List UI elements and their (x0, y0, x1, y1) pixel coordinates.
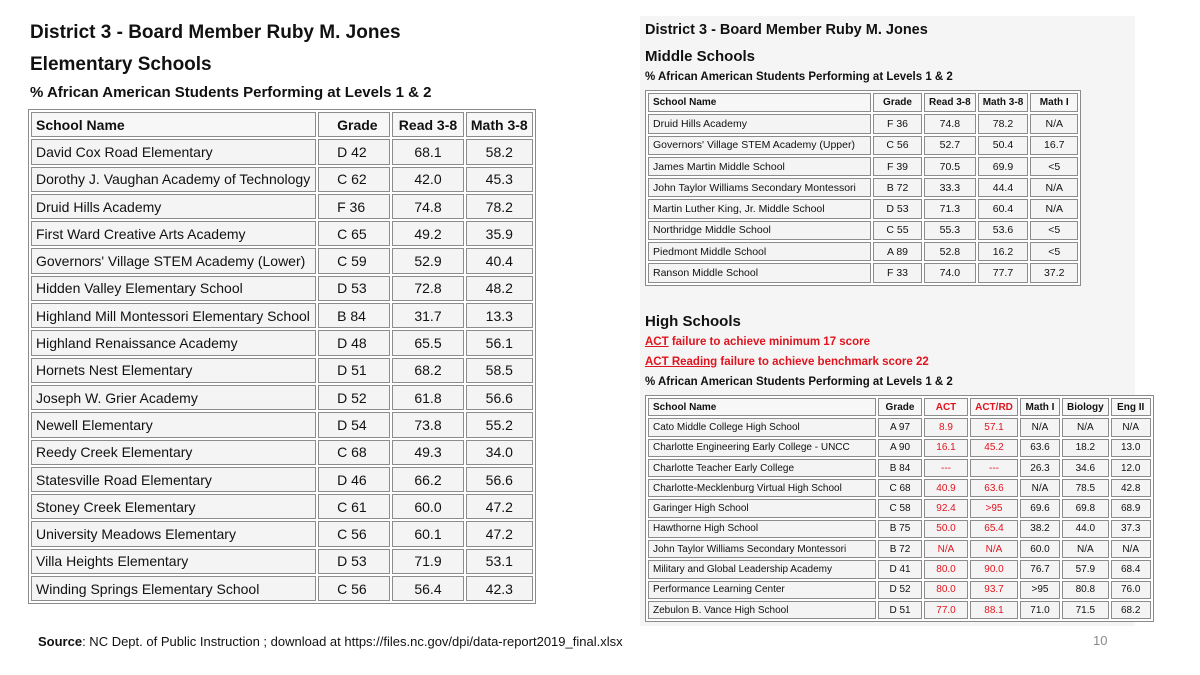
elementary-schools-table (28, 109, 536, 604)
table-cell: N/A (1111, 540, 1151, 558)
table-cell: Charlotte Engineering Early College - UNCC (648, 439, 876, 457)
middle-high-district-title: District 3 - Board Member Ruby M. Jones (645, 22, 928, 38)
table-cell: 60.1 (392, 521, 463, 546)
table-cell: 58.2 (466, 139, 533, 164)
table-cell: 13.0 (1111, 439, 1151, 457)
middle-schools-heading: Middle Schools (645, 48, 756, 65)
table-cell: C 56 (318, 576, 390, 601)
table-cell: 52.9 (392, 248, 463, 273)
table-cell: C 58 (878, 499, 922, 517)
table-cell: Ranson Middle School (648, 263, 871, 282)
table-cell: Northridge Middle School (648, 221, 871, 240)
elementary-district-title: District 3 - Board Member Ruby M. Jones (30, 22, 401, 43)
table-row (31, 440, 533, 465)
column-header: Math 3-8 (466, 112, 533, 137)
table-cell: Statesville Road Elementary (31, 467, 316, 492)
table-row (31, 167, 533, 192)
table-cell: Highland Mill Montessori Elementary School (31, 303, 316, 328)
table-cell: 58.5 (466, 358, 533, 383)
table-cell: >95 (1020, 581, 1060, 599)
table-cell: 53.1 (466, 549, 533, 574)
table-cell: 42.8 (1111, 479, 1151, 497)
table-cell: Governors' Village STEM Academy (Lower) (31, 248, 316, 273)
table-cell: N/A (1111, 418, 1151, 436)
table-cell: F 33 (873, 263, 922, 282)
table-cell: 63.6 (1020, 439, 1060, 457)
column-header: School Name (31, 112, 316, 137)
table-cell: C 56 (318, 521, 390, 546)
high-caption: % African American Students Performing at Levels 1 & 2 (645, 376, 953, 388)
table-header-row (648, 398, 1151, 416)
act-note-text: failure to achieve minimum 17 score (668, 336, 870, 348)
table-cell: Hornets Nest Elementary (31, 358, 316, 383)
table-cell: 37.3 (1111, 520, 1151, 538)
table-cell: C 61 (318, 494, 390, 519)
table-cell: 16.1 (924, 439, 968, 457)
table-cell: --- (970, 459, 1018, 477)
table-cell: 73.8 (392, 412, 463, 437)
table-cell: 12.0 (1111, 459, 1151, 477)
table-cell: D 53 (318, 276, 390, 301)
table-row (648, 178, 1078, 197)
table-cell: 65.4 (970, 520, 1018, 538)
column-header: Grade (873, 93, 922, 112)
table-cell: 16.7 (1030, 136, 1078, 155)
table-cell: Druid Hills Academy (648, 114, 871, 133)
table-cell: Cato Middle College High School (648, 418, 876, 436)
table-cell: 53.6 (978, 221, 1029, 240)
table-cell: 45.3 (466, 167, 533, 192)
table-row (31, 385, 533, 410)
table-cell: C 62 (318, 167, 390, 192)
table-cell: 60.0 (392, 494, 463, 519)
table-cell: 45.2 (970, 439, 1018, 457)
column-header: School Name (648, 398, 876, 416)
table-cell: Piedmont Middle School (648, 242, 871, 261)
table-cell: D 42 (318, 139, 390, 164)
elementary-schools-heading: Elementary Schools (30, 54, 212, 75)
column-header: Math I (1020, 398, 1060, 416)
table-cell: Highland Renaissance Academy (31, 330, 316, 355)
table-cell: 50.0 (924, 520, 968, 538)
table-cell: C 68 (878, 479, 922, 497)
table-row (31, 358, 533, 383)
table-cell: 35.9 (466, 221, 533, 246)
table-cell: <5 (1030, 221, 1078, 240)
page-number: 10 (1093, 633, 1108, 648)
table-cell: C 56 (873, 136, 922, 155)
table-row (648, 479, 1151, 497)
table-row (31, 576, 533, 601)
column-header: ACT (924, 398, 968, 416)
table-cell: 66.2 (392, 467, 463, 492)
table-cell: 52.8 (924, 242, 976, 261)
table-cell: A 97 (878, 418, 922, 436)
table-row (648, 199, 1078, 218)
table-cell: Druid Hills Academy (31, 194, 316, 219)
table-cell: 68.9 (1111, 499, 1151, 517)
table-cell: N/A (1062, 540, 1109, 558)
table-cell: 42.3 (466, 576, 533, 601)
table-cell: 55.2 (466, 412, 533, 437)
table-cell: 55.3 (924, 221, 976, 240)
act-reading-link[interactable]: ACT Reading (645, 356, 718, 368)
act-note (645, 336, 870, 348)
table-cell: University Meadows Elementary (31, 521, 316, 546)
act-reading-note-text: failure to achieve benchmark score 22 (717, 356, 929, 368)
table-cell: 56.6 (466, 385, 533, 410)
table-cell: Winding Springs Elementary School (31, 576, 316, 601)
table-cell: 34.6 (1062, 459, 1109, 477)
table-cell: 60.4 (978, 199, 1029, 218)
table-cell: D 53 (873, 199, 922, 218)
column-header: Grade (878, 398, 922, 416)
table-cell: D 51 (878, 601, 922, 619)
table-cell: 33.3 (924, 178, 976, 197)
table-row (31, 194, 533, 219)
table-cell: 18.2 (1062, 439, 1109, 457)
table-cell: 57.9 (1062, 560, 1109, 578)
act-link[interactable]: ACT (645, 336, 669, 348)
column-header: Eng II (1111, 398, 1151, 416)
table-cell: 42.0 (392, 167, 463, 192)
table-cell: 88.1 (970, 601, 1018, 619)
table-header-row (648, 93, 1078, 112)
table-cell: D 51 (318, 358, 390, 383)
table-cell: 65.5 (392, 330, 463, 355)
table-row (648, 418, 1151, 436)
column-header: Math I (1030, 93, 1078, 112)
table-cell: N/A (1030, 199, 1078, 218)
table-cell: Performance Learning Center (648, 581, 876, 599)
table-cell: B 84 (878, 459, 922, 477)
table-cell: F 36 (318, 194, 390, 219)
table-cell: A 89 (873, 242, 922, 261)
table-cell: 90.0 (970, 560, 1018, 578)
table-cell: 56.1 (466, 330, 533, 355)
column-header: School Name (648, 93, 871, 112)
table-cell: 69.9 (978, 157, 1029, 176)
table-cell: Villa Heights Elementary (31, 549, 316, 574)
table-cell: First Ward Creative Arts Academy (31, 221, 316, 246)
table-cell: C 68 (318, 440, 390, 465)
table-cell: B 72 (873, 178, 922, 197)
column-header: ACT/RD (970, 398, 1018, 416)
table-cell: 47.2 (466, 494, 533, 519)
table-cell: B 75 (878, 520, 922, 538)
table-cell: 26.3 (1020, 459, 1060, 477)
table-row (31, 221, 533, 246)
table-cell: Reedy Creek Elementary (31, 440, 316, 465)
table-cell: N/A (924, 540, 968, 558)
table-cell: 78.5 (1062, 479, 1109, 497)
table-cell: D 46 (318, 467, 390, 492)
table-row (648, 581, 1151, 599)
table-row (31, 549, 533, 574)
table-cell: 69.6 (1020, 499, 1060, 517)
table-cell: D 52 (318, 385, 390, 410)
table-cell: 61.8 (392, 385, 463, 410)
table-cell: N/A (1020, 479, 1060, 497)
table-cell: --- (924, 459, 968, 477)
column-header: Grade (318, 112, 390, 137)
table-cell: Charlotte Teacher Early College (648, 459, 876, 477)
table-cell: Governors' Village STEM Academy (Upper) (648, 136, 871, 155)
table-cell: 74.8 (392, 194, 463, 219)
table-row (31, 521, 533, 546)
table-cell: 44.4 (978, 178, 1029, 197)
table-cell: 52.7 (924, 136, 976, 155)
table-cell: 71.9 (392, 549, 463, 574)
table-cell: 80.8 (1062, 581, 1109, 599)
table-cell: Military and Global Leadership Academy (648, 560, 876, 578)
source-note (38, 634, 623, 649)
table-cell: 92.4 (924, 499, 968, 517)
table-cell: 16.2 (978, 242, 1029, 261)
table-cell: 49.2 (392, 221, 463, 246)
table-cell: Newell Elementary (31, 412, 316, 437)
table-cell: 69.8 (1062, 499, 1109, 517)
table-cell: C 55 (873, 221, 922, 240)
table-cell: <5 (1030, 242, 1078, 261)
table-cell: Charlotte-Mecklenburg Virtual High School (648, 479, 876, 497)
table-row (31, 494, 533, 519)
table-cell: N/A (1062, 418, 1109, 436)
table-header-row (31, 112, 533, 137)
table-cell: 71.3 (924, 199, 976, 218)
table-cell: 57.1 (970, 418, 1018, 436)
table-cell: >95 (970, 499, 1018, 517)
table-row (648, 221, 1078, 240)
table-cell: 80.0 (924, 560, 968, 578)
table-cell: 71.5 (1062, 601, 1109, 619)
table-cell: 80.0 (924, 581, 968, 599)
table-cell: B 84 (318, 303, 390, 328)
table-cell: N/A (1030, 178, 1078, 197)
table-cell: 31.7 (392, 303, 463, 328)
table-cell: 93.7 (970, 581, 1018, 599)
table-cell: 56.4 (392, 576, 463, 601)
table-cell: D 52 (878, 581, 922, 599)
table-cell: Dorothy J. Vaughan Academy of Technology (31, 167, 316, 192)
table-cell: 74.8 (924, 114, 976, 133)
table-cell: F 39 (873, 157, 922, 176)
table-cell: Martin Luther King, Jr. Middle School (648, 199, 871, 218)
table-row (648, 157, 1078, 176)
table-cell: 34.0 (466, 440, 533, 465)
table-cell: 37.2 (1030, 263, 1078, 282)
table-cell: D 41 (878, 560, 922, 578)
middle-schools-table (645, 90, 1081, 286)
table-cell: 74.0 (924, 263, 976, 282)
source-text: : NC Dept. of Public Instruction ; download at https://files.nc.gov/dpi/data-report2019_final.xlsx (82, 634, 623, 649)
table-row (31, 330, 533, 355)
table-cell: 47.2 (466, 521, 533, 546)
table-cell: D 48 (318, 330, 390, 355)
table-row (648, 263, 1078, 282)
table-cell: F 36 (873, 114, 922, 133)
table-row (648, 114, 1078, 133)
table-cell: 76.7 (1020, 560, 1060, 578)
table-cell: D 53 (318, 549, 390, 574)
table-cell: 68.2 (392, 358, 463, 383)
table-cell: 76.0 (1111, 581, 1151, 599)
table-cell: 49.3 (392, 440, 463, 465)
table-row (648, 499, 1151, 517)
table-cell: 13.3 (466, 303, 533, 328)
table-cell: 63.6 (970, 479, 1018, 497)
table-cell: 38.2 (1020, 520, 1060, 538)
table-row (648, 560, 1151, 578)
table-row (31, 412, 533, 437)
table-cell: 78.2 (978, 114, 1029, 133)
high-schools-heading: High Schools (645, 313, 741, 330)
table-cell: 48.2 (466, 276, 533, 301)
table-cell: B 72 (878, 540, 922, 558)
column-header: Read 3-8 (392, 112, 463, 137)
table-cell: 68.1 (392, 139, 463, 164)
table-cell: James Martin Middle School (648, 157, 871, 176)
table-cell: John Taylor Williams Secondary Montessori (648, 540, 876, 558)
table-cell: Stoney Creek Elementary (31, 494, 316, 519)
table-cell: 77.0 (924, 601, 968, 619)
table-cell: Hidden Valley Elementary School (31, 276, 316, 301)
table-row (648, 520, 1151, 538)
table-cell: 8.9 (924, 418, 968, 436)
high-schools-table (645, 395, 1154, 622)
table-cell: David Cox Road Elementary (31, 139, 316, 164)
elementary-caption: % African American Students Performing at Levels 1 & 2 (30, 84, 432, 101)
table-cell: 40.9 (924, 479, 968, 497)
middle-caption: % African American Students Performing at Levels 1 & 2 (645, 71, 953, 83)
act-reading-note (645, 356, 929, 368)
table-cell: 68.4 (1111, 560, 1151, 578)
table-row (31, 139, 533, 164)
table-row (31, 467, 533, 492)
table-cell: Hawthorne High School (648, 520, 876, 538)
table-row (31, 303, 533, 328)
table-cell: 60.0 (1020, 540, 1060, 558)
table-row (648, 601, 1151, 619)
table-row (648, 242, 1078, 261)
table-cell: N/A (970, 540, 1018, 558)
table-cell: <5 (1030, 157, 1078, 176)
table-cell: N/A (1020, 418, 1060, 436)
table-cell: 44.0 (1062, 520, 1109, 538)
table-cell: Joseph W. Grier Academy (31, 385, 316, 410)
table-cell: N/A (1030, 114, 1078, 133)
column-header: Math 3-8 (978, 93, 1029, 112)
table-cell: 78.2 (466, 194, 533, 219)
table-cell: John Taylor Williams Secondary Montessori (648, 178, 871, 197)
table-cell: A 90 (878, 439, 922, 457)
source-label: Source (38, 634, 83, 649)
table-cell: 77.7 (978, 263, 1029, 282)
table-cell: 72.8 (392, 276, 463, 301)
table-cell: Zebulon B. Vance High School (648, 601, 876, 619)
table-row (648, 439, 1151, 457)
table-row (648, 540, 1151, 558)
table-cell: 68.2 (1111, 601, 1151, 619)
table-row (648, 136, 1078, 155)
table-cell: 71.0 (1020, 601, 1060, 619)
table-cell: 56.6 (466, 467, 533, 492)
column-header: Biology (1062, 398, 1109, 416)
table-cell: 50.4 (978, 136, 1029, 155)
table-row (31, 248, 533, 273)
table-cell: C 65 (318, 221, 390, 246)
table-cell: Garinger High School (648, 499, 876, 517)
table-row (648, 459, 1151, 477)
table-cell: C 59 (318, 248, 390, 273)
table-row (31, 276, 533, 301)
table-cell: 40.4 (466, 248, 533, 273)
table-cell: D 54 (318, 412, 390, 437)
table-cell: 70.5 (924, 157, 976, 176)
column-header: Read 3-8 (924, 93, 976, 112)
